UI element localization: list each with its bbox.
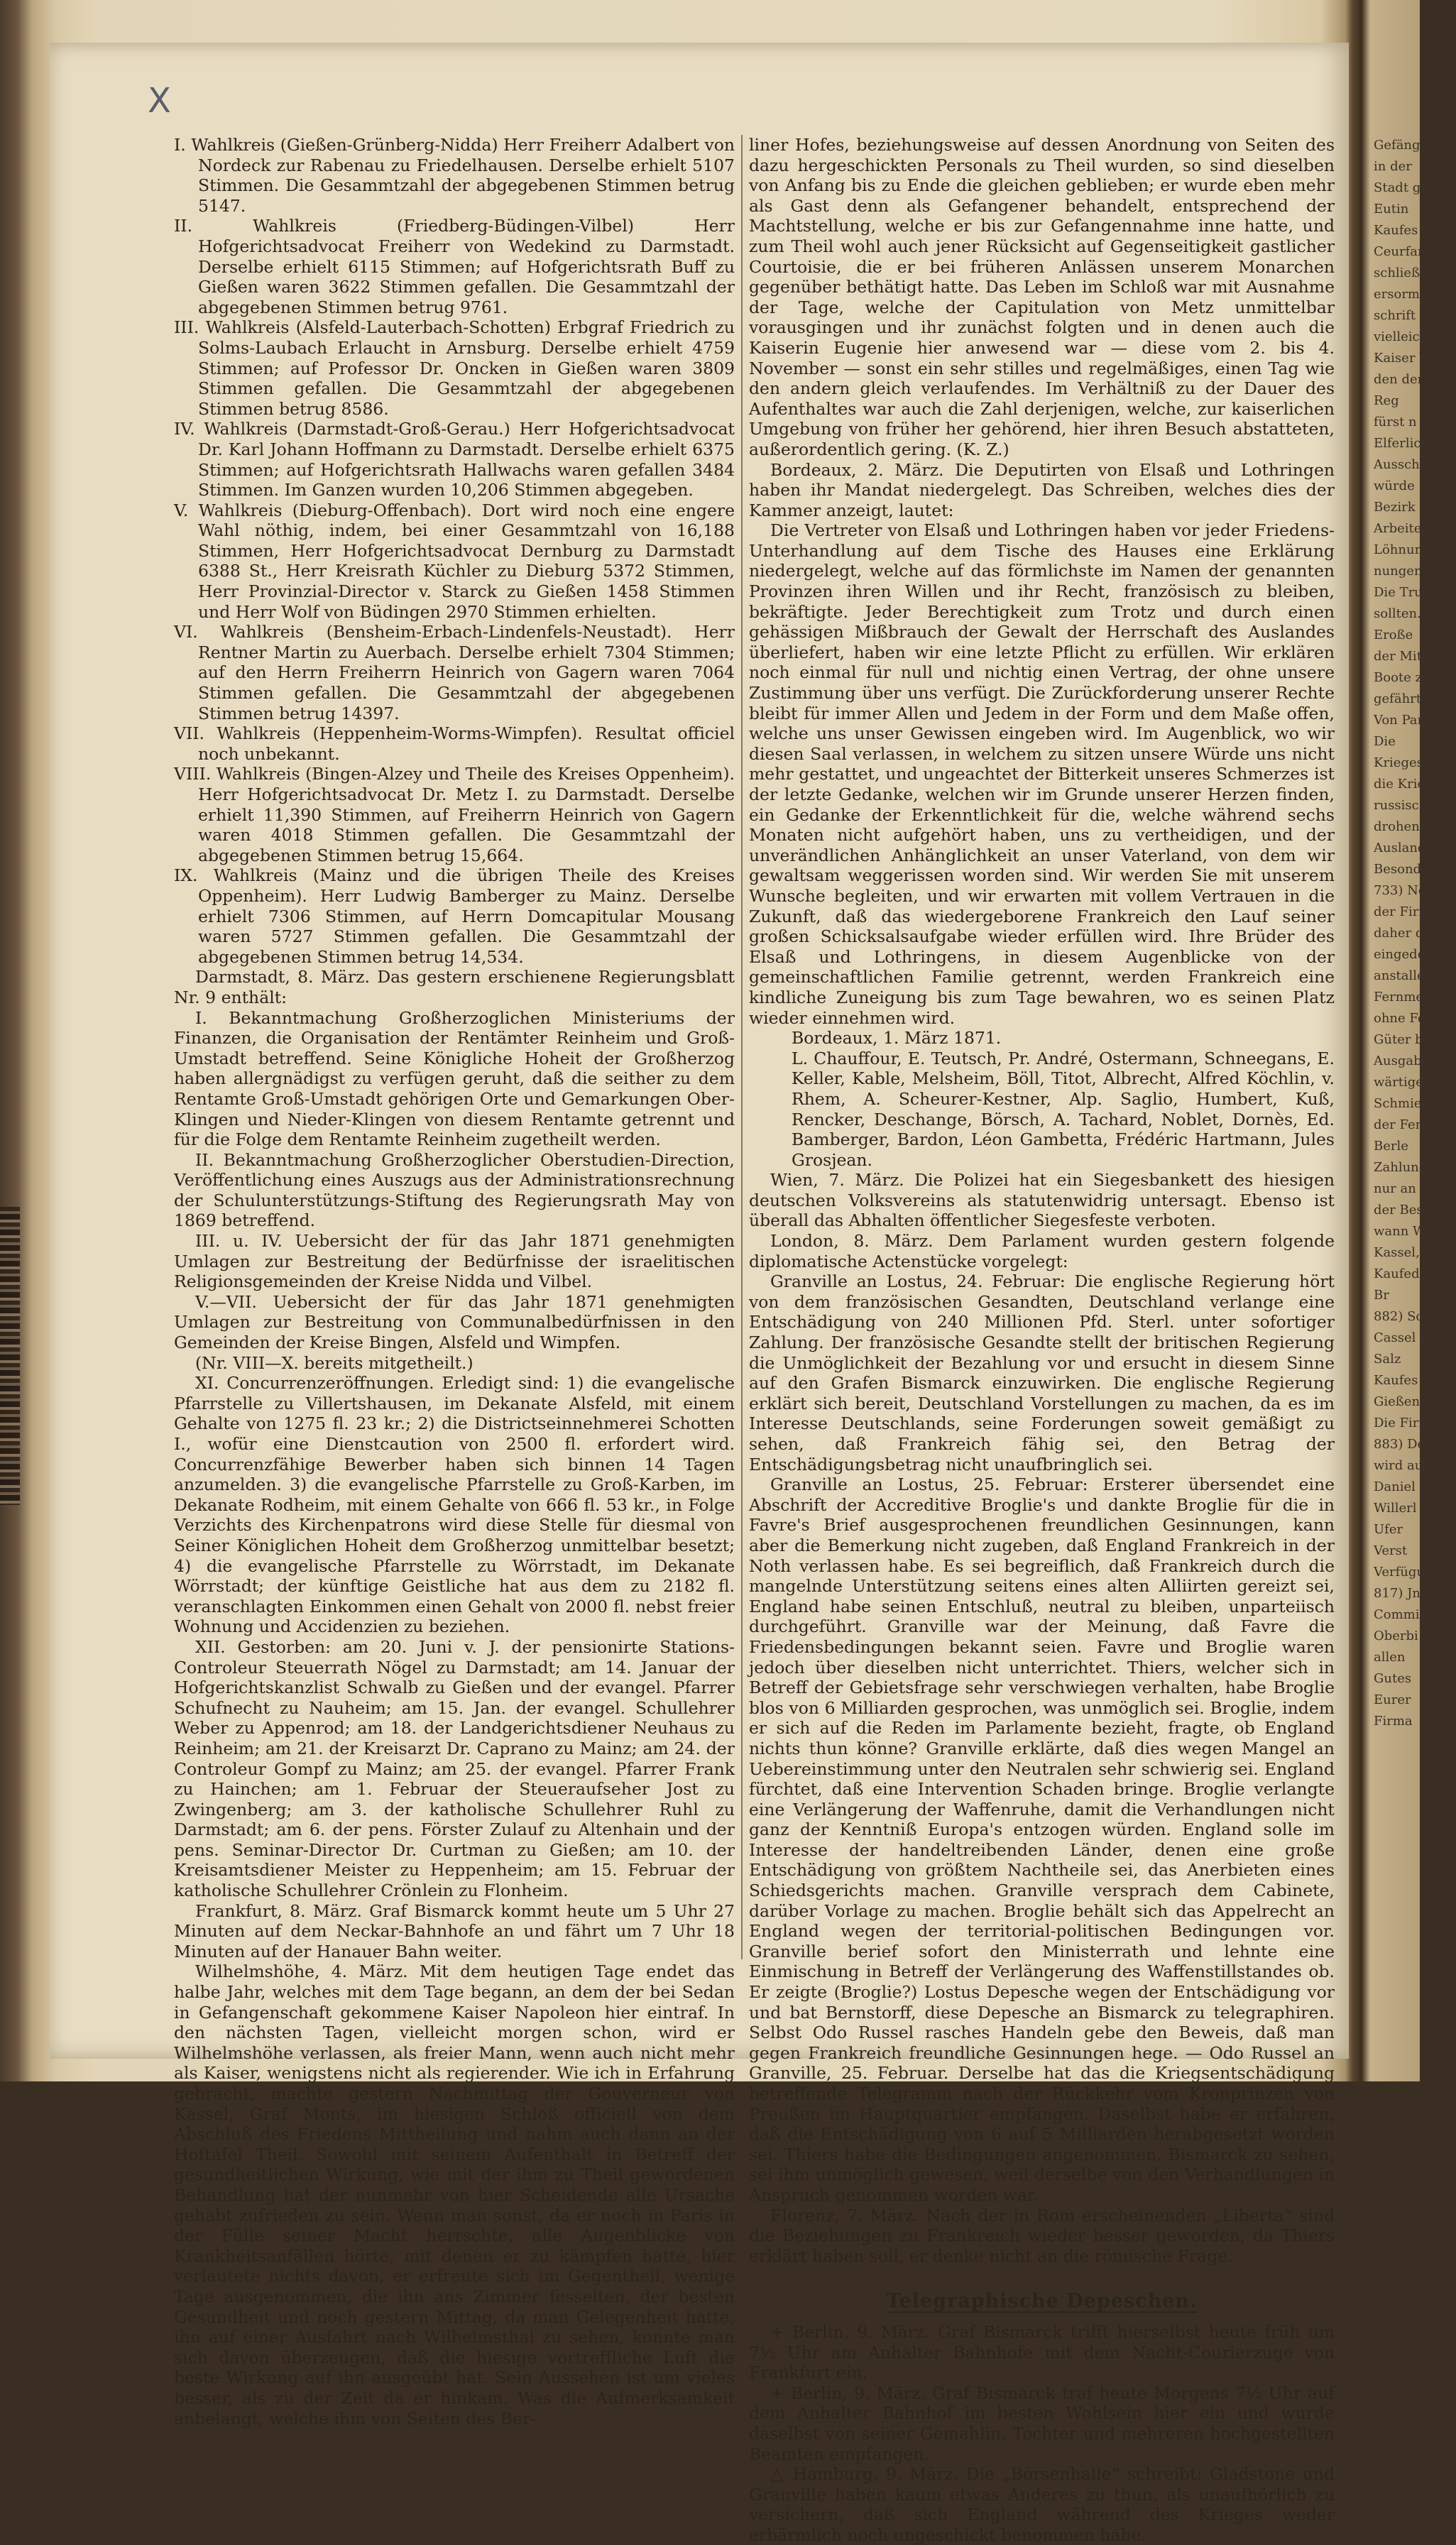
margin-fragment: Kassel, — [1374, 1245, 1420, 1260]
margin-fragment: Boote zu — [1374, 670, 1430, 685]
margin-fragment: Zahlung — [1374, 1160, 1428, 1175]
article-paragraph: V. Wahlkreis (Dieburg-Offenbach). Dort wird noch eine engere Wahl nöthig, indem, bei einer Gesammtzahl von 16,188 Stimmen, Herr Hofgerichtsadvocat Dernburg zu Darmstadt 6388 St., Herr Kreisrath Küchler zu Dieburg 5372 Stimmen, Herr Provinzial-Director v. Starck zu Gießen 1458 Stimmen und Herr Wolf von Büdingen 2970 Stimmen erhielten. — [174, 500, 735, 622]
margin-fragment: Gießen — [1374, 1394, 1421, 1409]
telegraph-item: + Berlin, 9. März. Graf Bismarck trifft hierselbst heute früh um 7½ Uhr am Anhalter Bahnhofe mit dem Nacht-Courierzuge von Frankfurt ein. — [749, 2321, 1335, 2383]
margin-fragment: fürst n — [1374, 415, 1417, 429]
margin-fragment: nungen — [1374, 564, 1423, 579]
margin-fragment: 882) Som — [1374, 1309, 1436, 1324]
article-paragraph: Granville an Lostus, 25. Februar: Ersterer übersendet eine Abschrift der Accreditive Broglie's und dankte Broglie für die in Favre's Brief ausgesprochenen freundlichen Gesinnungen, kann aber die Bemerkung nicht zugeben, daß England Frankreich in der Noth verlassen habe. Es sei begreiflich, daß Frankreich durch die mangelnde Unterstützung seitens eines alten Alliirten gereizt sei, England habe seinen Entschluß, neutral zu bleiben, unparteiisch durchgeführt. Granville war der Meinung, daß Favre die Friedensbedingungen bekannt seien. Favre und Broglie waren jedoch über dieselben nicht unterrichtet. Thiers, welcher sich in Betreff der Gebietsfrage sehr verschwiegen verhalten, habe Broglie blos von 6 Milliarden gesprochen, was unmöglich sei. Broglie, indem er sich auf die Reden im Parlamente bezieht, fragte, ob England nichts thun könne? Granville erklärte, daß dies wegen Mangel an Uebereinstimmung unter den Neutralen sehr schwierig sei. England fürchtet, daß eine Intervention Schaden bringe. Broglie verlangte eine Verlängerung der Waffenruhe, damit die Verhandlungen nicht ganz der Kenntniß Europa's entzogen würden. England solle im Interesse der handeltreibenden Länder, denen eine große Entschädigung von größtem Nachtheile sei, das Anerbieten eines Schiedsgerichts machen. Granville versprach dem Cabinete, darüber Vorlage zu machen. Broglie behält sich das Appelrecht an England wegen der territorial-politischen Bedingungen vor. Granville berief sofort den Ministerrath und lehnte eine Einmischung in Betreff der Verlängerung des Waffenstillstandes ob. Er zeigte (Broglie?) Lostus Depesche wegen der Entschädigung vor und bat Bernstorff, diese Depesche an Bismarck zu telegraphiren. Selbst Odo Russel rasches Handeln gebe den Beweis, daß man gegen Frankreich freundliche Gesinnungen hege. — Odo Russel an Granville, 25. Februar. Derselbe hat das die Kriegsentschädigung betreffende Telegramm nach der Rückkehr vom Kronprinzen von Preußen im Hauptquartier empfangen. Daselbst habe er erfahren, daß die Entschädigung von 6 auf 5 Milliarden herabgesetzt worden sei. Thiers habe die Bedingungen angenommen. Bismarck zu sehen, sei ihm unmöglich gewesen, weil derselbe von den Verhandlungen in Anspruch genommen worden war. — [749, 1474, 1335, 2205]
article-paragraph: IV. Wahlkreis (Darmstadt-Groß-Gerau.) Herr Hofgerichtsadvocat Dr. Karl Johann Hoffmann zu Darmstadt. Derselbe erhielt 6375 Stimmen; auf Hofgerichtsrath Hallwachs waren gefallen 3484 Stimmen. Im Ganzen wurden 10,206 Stimmen abgegeben. — [174, 419, 735, 500]
margin-fragment: Ausschlee — [1374, 457, 1439, 472]
margin-fragment: Von Paris — [1374, 713, 1435, 728]
margin-fragment: 883) Der — [1374, 1437, 1431, 1452]
margin-fragment: Kaufes — [1374, 223, 1418, 238]
margin-fragment: 733) No — [1374, 883, 1426, 898]
article-paragraph: VII. Wahlkreis (Heppenheim-Worms-Wimpfen). Resultat officiel noch unbekannt. — [174, 723, 735, 764]
margin-fragment: Br — [1374, 1288, 1389, 1303]
telegraph-item: △ Hamburg, 9. März. Die „Börsenhalle“ schreibt: Gladstone und Granville haben kaum etwas Anderes zu thun, als unaufhörlich zu versichern, daß sich England während des Krieges weder erbärmlich noch ungeschickt benommen habe. — [749, 2464, 1335, 2545]
handwritten-mark: X — [148, 81, 171, 121]
article-paragraph: I. Bekanntmachung Großherzoglichen Ministeriums der Finanzen, die Organisation der Rentämter Reinheim und Groß-Umstadt betreffend. Seine Königliche Hoheit der Großherzog haben allergnädigst zu verfügen geruht, daß die seither zu dem Rentamte Groß-Umstadt gehörigen Orte und Gemarkungen Ober-Klingen und Nieder-Klingen von diesem Rentamte getrennt und für die Folge dem Rentamte Reinheim zugetheilt werden. — [174, 1007, 735, 1150]
margin-fragment: Daniel — [1374, 1479, 1416, 1494]
right-column — [749, 135, 1335, 2545]
margin-fragment: in der — [1374, 159, 1412, 174]
article-paragraph: XII. Gestorben: am 20. Juni v. J. der pensionirte Stations-Controleur Steuerrath Nögel zu Darmstadt; am 14. Januar der Hofgerichtskanzlist Schwalb zu Gießen und der evangel. Pfarrer Schufnecht zu Nauheim; am 15. Jan. der evangel. Schullehrer Weber zu Appenrod; am 18. der Landgerichtsdiener Neuhaus zu Reinheim; am 21. der Kreisarzt Dr. Caprano zu Mainz; am 24. der Controleur Gompf zu Mainz; am 25. der evangel. Pfarrer Frank zu Hainchen; am 1. Februar der Steueraufseher Jost zu Zwingenberg; am 3. der katholische Schullehrer Ruhl zu Darmstadt; am 6. der pens. Förster Zulauf zu Altenhain und der pens. Seminar-Director Dr. Curtman zu Gießen; am 10. der Kreisamtsdiener Meister zu Heppenheim; am 15. Februar der katholische Schullehrer Crönlein zu Flonheim. — [174, 1636, 735, 1901]
margin-fragment: Die — [1374, 734, 1396, 749]
left-column — [174, 135, 735, 2429]
right-column-articles — [749, 135, 1335, 2266]
margin-fragment: schließliche — [1374, 266, 1451, 280]
article-paragraph: II. Wahlkreis (Friedberg-Büdingen-Vilbel) Herr Hofgerichtsadvocat Freiherr von Wedekind zu Darmstadt. Derselbe erhielt 6115 Stimmen; auf Hofgerichtsrath Buff zu Gießen waren 3622 Stimmen gefallen. Die Gesammtzahl der abgegebenen Stimmen betrug 9761. — [174, 216, 735, 317]
article-paragraph: (Nr. VIII—X. bereits mitgetheilt.) — [195, 1352, 474, 1373]
margin-fragment: allen — [1374, 1650, 1406, 1665]
column-rule — [741, 135, 743, 1959]
margin-fragment: Besond — [1374, 862, 1422, 877]
article-paragraph: London, 8. März. Dem Parlament wurden gestern folgende diplomatische Actenstücke vorgelegt: — [749, 1231, 1335, 1271]
margin-fragment: Eutin — [1374, 202, 1409, 217]
margin-fragment: den der — [1374, 372, 1424, 387]
article-paragraph: Bordeaux, 1. März 1871. — [792, 1028, 1002, 1049]
margin-fragment: Gefäng — [1374, 138, 1421, 153]
margin-fragment: Reg — [1374, 393, 1399, 408]
margin-fragment: die Krieger — [1374, 777, 1447, 792]
telegraph-items — [749, 2322, 1335, 2545]
margin-fragment: würde — [1374, 478, 1415, 493]
article-paragraph: Die Vertreter von Elsaß und Lothringen haben vor jeder Friedens-Unterhandlung auf dem Tische des Hauses eine Erklärung niedergelegt, welche auf das förmlichste im Namen der genannten Provinzen ihren Willen und ihr Recht, französisch zu bleiben, bekräftigte. Jeder Berechtigkeit zum Trotz und durch einen gehässigen Mißbrauch der Gewalt der Herrschaft des Auslandes überliefert, haben wir eine letzte Pflicht zu erfüllen. Wir erklären noch einmal für null und nichtig einen Vertrag, der ohne unsere Zustimmung über uns verfügt. Die Zurückforderung unserer Rechte bleibt für immer Allen und Jedem in der Form und dem Maße offen, welche uns unser Gewissen eingeben wird. Im Augenblick, wo wir diesen Saal verlassen, in welchem zu sitzen unsere Würde uns nicht mehr gestattet, und ungeachtet der Bitterkeit unseres Schmerzes ist der letzte Gedanke, welchen wir im Grunde unserer Herzen finden, ein Gedanke der Erkenntlichkeit für die, welche während sechs Monaten nicht aufgehört haben, uns zu vertheidigen, und der unverändlichen Anhänglichkeit an unser Vaterland, von dem wir gewaltsam weggerissen worden sind. Wir werden Sie mit unserem Wunsche begleiten, und wir erwarten mit vollem Vertrauen in die Zukunft, daß das wiedergeborene Frankreich den Lauf seiner großen Schicksalsaufgabe wieder erfüllen wird. Ihre Brüder des Elsaß und Lothringens, in diesem Augenblicke von der gemeinschaftlichen Familie getrennt, werden Frankreich eine kindliche Zuneigung bis zum Tage bewahren, wo es seinen Platz wieder einnehmen wird. — [749, 520, 1335, 1028]
article-paragraph: Darmstadt, 8. März. Das gestern erschienene Regierungsblatt Nr. 9 enthält: — [174, 967, 735, 1007]
margin-fragment: Löhnungse — [1374, 542, 1445, 557]
margin-fragment: Oberbi — [1374, 1629, 1418, 1643]
margin-fragment: Arbeitersch — [1374, 521, 1450, 536]
article-paragraph: I. Wahlkreis (Gießen-Grünberg-Nidda) Herr Freiherr Adalbert von Nordeck zur Rabenau zu Friedelhausen. Derselbe erhielt 5107 Stimmen. Die Gesammtzahl der abgegebenen Stimmen betrug 5147. — [174, 135, 735, 216]
article-paragraph: II. Bekanntmachung Großherzoglicher Oberstudien-Direction, Veröffentlichung eines Auszugs aus der Administrationsrechnung der Schulunterstützungs-Stiftung des Regierungsrath May von 1869 betreffend. — [174, 1149, 735, 1231]
margin-fragment: Eurer — [1374, 1692, 1411, 1707]
telegraph-item: + Berlin, 9. März. Graf Bismarck traf heute Morgens 7½ Uhr auf dem Anhalter Bahnhof im besten Wohlsein hier ein und wurde daselbst von seiner Gemahlin, Tochter und mehreren hochgestellten Beamten empfangen. — [749, 2382, 1335, 2464]
margin-fragment: Ausland — [1374, 841, 1426, 855]
margin-fragment: ohne Forde — [1374, 1011, 1447, 1026]
margin-fragment: Berle — [1374, 1139, 1408, 1154]
telegraph-heading: Telegraphische Depeschen. — [886, 2290, 1198, 2313]
margin-fragment: Die Firma — [1374, 1416, 1439, 1430]
article-paragraph: Granville an Lostus, 24. Februar: Die englische Regierung hört von dem französischen Gesandten, Deutschland verlange eine Entschädigung von 240 Millionen Pfd. Sterl. unter sofortiger Zahlung. Der französische Gesandte stellt der britischen Regierung die Unmöglichkeit der Bezahlung vor und ersucht in diesem Sinne auf den Grafen Bismarck einzuwirken. Die englische Regierung erklärt sich bereit, Deutschland Vorstellungen zu machen, da es im Interesse Deutschlands, seine Forderungen soweit gemäßigt zu sehen, daß Frankreich fähig sei, den Betrag der Entschädigungsbetrag nicht unaufbringlich sei. — [749, 1271, 1335, 1474]
margin-fragment: Stadt ge — [1374, 180, 1428, 195]
article-paragraph: VI. Wahlkreis (Bensheim-Erbach-Lindenfels-Neustadt). Herr Rentner Martin zu Auerbach. Derselbe erhielt 7304 Stimmen; auf den Herrn Freiherrn Heinrich von Gagern waren 7064 Stimmen gefallen. Die Gesammtzahl der abgegebenen Stimmen betrug 14397. — [174, 622, 735, 723]
article-paragraph: V.—VII. Uebersicht der für das Jahr 1871 genehmigten Umlagen zur Bestreitung von Communalbedürfnissen in den Gemeinden der Kreise Bingen, Alsfeld und Wimpfen. — [174, 1291, 735, 1353]
margin-fragment: drohende — [1374, 819, 1435, 834]
margin-fragment: Cassel erst — [1374, 1330, 1445, 1345]
margin-fragment: Kaufes — [1374, 1373, 1418, 1388]
margin-fragment: Fernmeise — [1374, 990, 1442, 1005]
margin-fragment: Elferlich — [1374, 436, 1430, 451]
margin-fragment: schrift — [1374, 308, 1416, 323]
margin-fragment: Salz — [1374, 1352, 1401, 1367]
margin-fragment: Schmiede — [1374, 1096, 1438, 1111]
margin-fragment: Eroße — [1374, 628, 1413, 642]
margin-fragment: gefährt — [1374, 691, 1421, 706]
margin-fragment: Commiss — [1374, 1607, 1433, 1622]
margin-fragment: eingedeut — [1374, 947, 1439, 962]
margin-fragment: 817) Jn — [1374, 1586, 1421, 1601]
margin-fragment: der Fens — [1374, 1117, 1430, 1132]
margin-fragment: Die Trupp — [1374, 585, 1439, 600]
margin-fragment: der Firma — [1374, 904, 1439, 919]
margin-fragment: daher das — [1374, 926, 1438, 941]
margin-fragment: anstallen — [1374, 968, 1433, 983]
margin-fragment: russischen — [1374, 798, 1443, 813]
article-paragraph: Florenz, 7. März. Nach der in Rom erscheinenden „Liberta“ sind die Beziehungen zu Frankreich wieder besser geworden, da Thiers erklärt haben soll, er denke nicht an die römische Frage. — [749, 2205, 1335, 2266]
margin-fragment: Kaiser Wi — [1374, 351, 1437, 366]
margin-fragment: vielleicht — [1374, 329, 1433, 344]
margin-fragment: Verst — [1374, 1543, 1408, 1558]
margin-fragment: wann Wei — [1374, 1224, 1437, 1239]
margin-fragment: Firma — [1374, 1714, 1413, 1729]
margin-fragment: wird auf — [1374, 1458, 1428, 1473]
margin-fragment: der Mittel — [1374, 649, 1439, 664]
margin-fragment: der Beschäft — [1374, 1203, 1456, 1217]
margin-fragment: nur an den — [1374, 1181, 1445, 1196]
margin-fragment: Gutes — [1374, 1671, 1412, 1686]
article-paragraph: III. Wahlkreis (Alsfeld-Lauterbach-Schotten) Erbgraf Friedrich zu Solms-Laubach Erlaucht in Arnsburg. Derselbe erhielt 4759 Stimmen; auf Professor Dr. Oncken in Gießen waren 3809 Stimmen gefallen. Die Gesammtzahl der abgegebenen Stimmen betrug 8586. — [174, 317, 735, 419]
article-paragraph: Bordeaux, 2. März. Die Deputirten von Elsaß und Lothringen haben ihr Mandat niedergelegt. Das Schreiben, welches dies der Kammer anzeigt, lautet: — [749, 459, 1335, 520]
adjacent-page-fragments — [1374, 135, 1456, 1981]
margin-fragment: Bezirk — [1374, 500, 1416, 515]
article-paragraph: L. Chauffour, E. Teutsch, Pr. André, Ostermann, Schneegans, E. Keller, Kable, Melsheim, Böll, Titot, Albrecht, Alfred Köchlin, v. Rhem, A. Scheurer-Kestner, Alp. Saglio, Humbert, Kuß, Rencker, Deschange, Börsch, A. Tachard, Noblet, Dornès, Ed. Bamberger, Bardon, Léon Gambetta, Frédéric Hartmann, Jules Grosjean. — [792, 1048, 1335, 1170]
margin-fragment: Verfügung — [1374, 1565, 1442, 1580]
article-paragraph: III. u. IV. Uebersicht der für das Jahr 1871 genehmigten Umlagen zur Bestreitung der Bedürfnisse der israelitischen Religionsgemeinden der Kreise Nidda und Vilbel. — [174, 1231, 735, 1292]
article-paragraph: liner Hofes, beziehungsweise auf dessen Anordnung von Seiten des dazu hergeschickten Personals zu Theil wurden, so sind dieselben von Anfang bis zu Ende die gleichen geblieben; er wurde eben mehr als Gast denn als Gefangener behandelt, entsprechend der Machtstellung, welche er bis zur Gefangennahme inne hatte, und zum Theil wohl auch jener Rücksicht auf Gegenseitigkeit gastlicher Courtoisie, die er bei früheren Anlässen unserem Monarchen gegenüber bethätigt hatte. Das Leben im Schloß war mit Ausnahme der Tage, welche der Capitulation von Metz unmittelbar vorausgingen und ihr zunächst folgten und in denen auch die Kaiserin Eugenie hier anwesend war — diese vom 2. bis 4. November — sonst ein sehr stilles und regelmäßiges, einen Tag wie den andern gleich verlaufendes. Im Verhältniß zu der Dauer des Aufenthaltes war auch die Zahl derjenigen, welche, zur kaiserlichen Umgebung von früher her gehörend, hier ihren Besuch abstatteten, außerordentlich gering. (K. Z.) — [749, 135, 1335, 459]
article-paragraph: Wien, 7. März. Die Polizei hat ein Siegesbankett des hiesigen deutschen Volksvereins als statutenwidrig untersagt. Ebenso ist überall das Abhalten öffentlicher Siegesfeste verboten. — [749, 1170, 1335, 1231]
margin-fragment: Güter bei — [1374, 1032, 1435, 1047]
margin-fragment: Ufer — [1374, 1522, 1403, 1537]
article-paragraph: IX. Wahlkreis (Mainz und die übrigen Theile des Kreises Oppenheim). Herr Ludwig Bamberger zu Mainz. Derselbe erhielt 7306 Stimmen, auf Herrn Domcapitular Mousang waren 5727 Stimmen gefallen. Die Gesammtzahl der abgegebenen Stimmen betrug 14,534. — [174, 865, 735, 967]
margin-fragment: Willerl — [1374, 1501, 1417, 1516]
article-paragraph: Wilhelmshöhe, 4. März. Mit dem heutigen Tage endet das halbe Jahr, welches mit dem Tage begann, an dem der bei Sedan in Gefangenschaft gekommene Kaiser Napoleon hier eintraf. In den nächsten Tagen, vielleicht morgen schon, wird er Wilhelmshöhe verlassen, als freier Mann, wenn auch nicht mehr als Kaiser, wenigstens nicht als regierender. Wie ich in Erfahrung gebracht, machte gestern Nachmittag der Gouverneur von Kassel, Graf Monts, im hiesigen Schloß officiell von dem Abschluß des Friedens Mittheilung und nahm auch dann an der Hoftafel Theil. Sowohl mit seinem Aufenthalt in Betreff der gesundheitlichen Wirkung, wie mit der ihm zu Theil gewordenen Behandlung hat der nunmehr von hier Scheidende alle Ursache gehabt zufrieden zu sein. Wenn man sonst, da er noch in Paris in der Fülle seiner Macht herrschte, alle Augenblicke von Krankheitsanfällen hörte, mit denen er zu kämpfen hatte, hier verlautete nichts davon, er erfreute sich im Gegentheil, wenige Tage ausgenommen, die ihn ans Zimmer fesselten, der besten Gesundheit und noch gestern Mittag, da man Gelegenheit hatte, ihn auf einer Ausfahrt nach Wilhelmsthal zu sehen, konnte man sich davon überzeugen, daß die hiesige vortreffliche Luft die beste Wirkung auf ihn ausgeübt hat. Sein Aussehen ist um vieles besser, als zu der Zeit da er hinkam. Was die Aufmerksamkeit anbelangt, welche ihm von Seiten des Ber- — [174, 1961, 735, 2429]
article-paragraph: XI. Concurrenzeröffnungen. Erledigt sind: 1) die evangelische Pfarrstelle zu Villertshausen, im Dekanate Alsfeld, mit einem Gehalte von 1275 fl. 23 kr.; 2) die Districtseinnehmerei Schotten I., wofür eine Dienstcaution von 2500 fl. erfordert wird. Concurrenzfähige Bewerber haben sich binnen 14 Tagen anzumelden. 3) die evangelische Pfarrstelle zu Groß-Karben, im Dekanate Rodheim, mit einem Gehalte von 666 fl. 53 kr., in Folge Verzichts des Kirchenpatrons wird diese Stelle für diesmal von Seiner Königlichen Hoheit dem Großherzog unmittelbar besetzt; 4) die evangelische Pfarrstelle zu Wörrstadt, im Dekanate Wörrstadt; der künftige Geistliche hat aus dem zu 2182 fl. veranschlagten Einkommen einen Gehalt von 2000 fl. nebst freier Wohnung und Accidenzien zu beziehen. — [174, 1373, 735, 1637]
article-paragraph: VIII. Wahlkreis (Bingen-Alzey und Theile des Kreises Oppenheim). Herr Hofgerichtsadvocat Dr. Metz I. zu Darmstadt. Derselbe erhielt 11,390 Stimmen, auf Freiherrn Heinrich von Gagern waren 4018 Stimmen gefallen. Die Gesammtzahl der abgegebenen Stimmen betrug 15,664. — [174, 764, 735, 865]
margin-fragment: wärtigen — [1374, 1075, 1432, 1090]
article-paragraph: Frankfurt, 8. März. Graf Bismarck kommt heute um 5 Uhr 27 Minuten auf dem Neckar-Bahnhofe an und fährt um 7 Uhr 18 Minuten auf der Hanauer Bahn weiter. — [174, 1900, 735, 1961]
margin-fragment: sollten. — [1374, 606, 1421, 621]
margin-fragment: ersorm — [1374, 287, 1421, 302]
margin-fragment: Kaufeda — [1374, 1266, 1428, 1281]
margin-fragment: Ausgabe — [1374, 1053, 1430, 1068]
margin-fragment: Ceurfamt — [1374, 244, 1435, 259]
binding-spine — [0, 1207, 20, 1505]
margin-fragment: Krieges — [1374, 755, 1423, 770]
